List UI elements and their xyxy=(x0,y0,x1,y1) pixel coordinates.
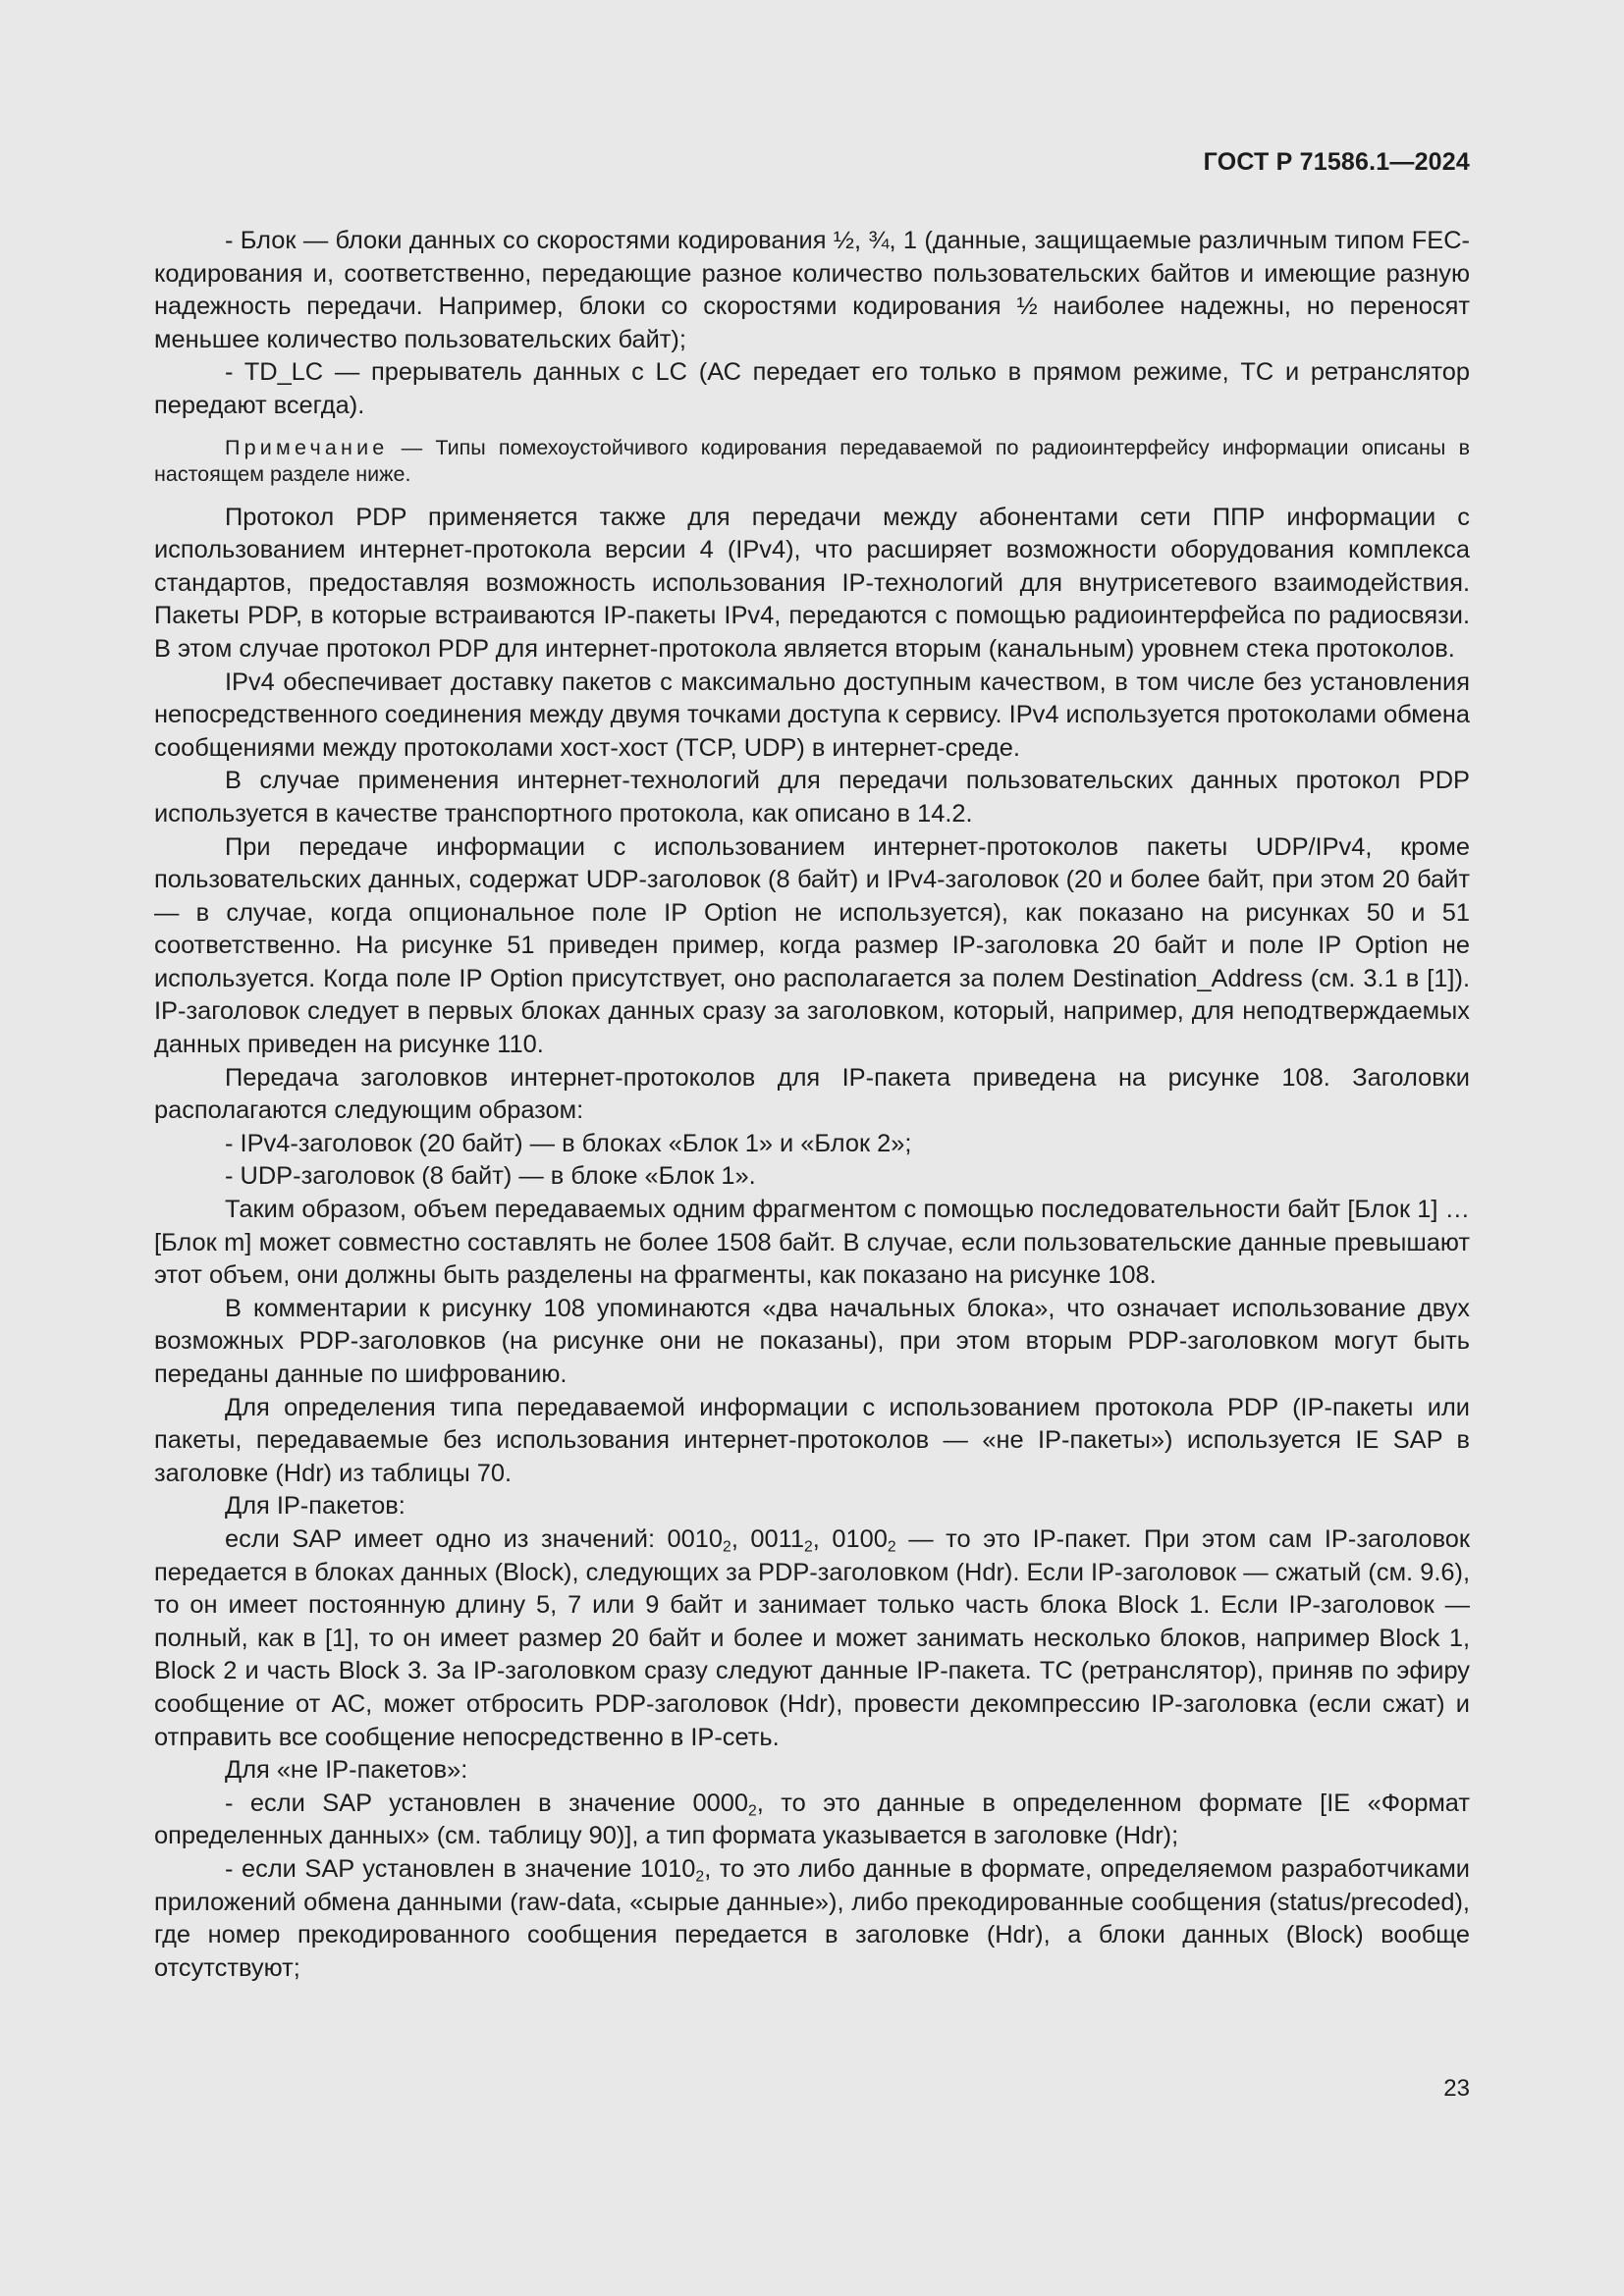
list-item-sap-1010 xyxy=(154,1853,1470,1985)
text-run: , то это данные в определенном формате [IE «Формат определенных данных» (см. таблицу 90)], а тип формата указывается в заголовке (Hdr); xyxy=(154,1789,1470,1850)
text-run: - если SAP установлен в значение 1010 xyxy=(225,1854,696,1883)
paragraph: В случае применения интернет-технологий для передачи пользовательских данных протокол PDP используется в качестве транспортного протокола, как описано в 14.2. xyxy=(154,767,1470,828)
text-run: — то это IP-пакет. При этом сам IP-заголовок передается в блоках данных (Block), следующих за PDP-заголовком (Hdr). Если IP-заголовок — сжатый (см. 9.6), то он имеет постоянную длину 5, 7 или 9 байт и занимает только часть блока Block 1. Если IP-заголовок — полный, как в [1], то он имеет размер 20 байт и более и может занимать несколько блоков, например Block 1, Block 2 и часть Block 3. За IP-заголовком сразу следуют данные IP-пакета. ТС (ретранслятор), приняв по эфиру сообщение от АС, может отбросить PDP-заголовок (Hdr), провести декомпрессию IP-заголовка (если сжат) и отправить все сообщение непосредственно в IP-сеть. xyxy=(154,1524,1470,1751)
note-label: Примечание xyxy=(225,435,389,459)
list-item-sap-0000 xyxy=(154,1788,1470,1853)
text-run: , то это либо данные в формате, определяемом разработчиками приложений обмена данными (raw-data, «сырые данные»), либо прекодированные сообщения (status/precoded), где номер прекодированного сообщения передается в заголовке (Hdr), а блоки данных (Block) вообще отсутствуют; xyxy=(154,1854,1470,1982)
text-run: - если SAP установлен в значение 0000 xyxy=(225,1789,748,1817)
subscript: 2 xyxy=(695,1868,705,1886)
paragraph: Протокол PDP применяется также для передачи между абонентами сети ППР информации с использованием интернет-протокола версии 4 (IPv4), что расширяет возможности оборудования комплекса стандартов, предоставляя возможность использования IP-технологий для внутрисетевого взаимодействия. Пакеты PDP, в которые встраиваются IP-пакеты IPv4, передаются с помощью радиоинтерфейса по радиосвязи. В этом случае протокол PDP для интернет-протокола является вторым (канальным) уровнем стека протоколов. xyxy=(154,503,1470,663)
paragraph: Для IP-пакетов: xyxy=(225,1492,406,1521)
paragraph: IPv4 обеспечивает доставку пакетов с максимально доступным качеством, в том числе без установления непосредственного соединения между двумя точками доступа к сервису. IPv4 используется протоколами обмена сообщениями между протоколами хост-хост (TCP, UDP) в интернет-среде. xyxy=(154,667,1470,762)
subscript: 2 xyxy=(747,1802,757,1820)
paragraph: При передаче информации с использованием интернет-протоколов пакеты UDP/IPv4, кроме пользовательских данных, содержат UDP-заголовок (8 байт) и IPv4-заголовок (20 и более байт, при этом 20 байт — в случае, когда опциональное поле IP Option не используется), как показано на рисунках 50 и 51 соответственно. На рисунке 51 приведен пример, когда размер IP-заголовка 20 байт и поле IP Option не используется. Когда поле IP Option присутствует, оно располагается за полем Destination_Address (см. 3.1 в [1]). IP-заголовок следует в первых блоках данных сразу за заголовком, который, например, для неподтверждаемых данных приведен на рисунке 110. xyxy=(154,832,1470,1059)
paragraph: Таким образом, объем передаваемых одним фрагментом с помощью последовательности байт [Блок 1] … [Блок m] может совместно составлять не более 1508 байт. В случае, если пользовательские данные превышают этот объем, они должны быть разделены на фрагменты, как показано на рисунке 108. xyxy=(154,1196,1470,1290)
paragraph-block-definition: - Блок — блоки данных со скоростями кодирования ½, ¾, 1 (данные, защищаемые различным типом FEC-кодирования и, соответственно, передающие разное количество пользовательских байтов и имеющие разную надежность передачи. Например, блоки со скоростями кодирования ½ наиболее надежны, но переносят меньшее количество пользовательских байт); xyxy=(154,227,1470,353)
subscript: 2 xyxy=(887,1538,896,1556)
paragraph: Для «не IP-пакетов»: xyxy=(225,1756,468,1785)
paragraph-sap-ip-values xyxy=(154,1523,1470,1754)
text-run: , 0011 xyxy=(731,1524,805,1553)
text-run: , 0100 xyxy=(812,1524,888,1553)
note-text: — Типы помехоустойчивого кодирования передаваемой по радиоинтерфейсу информации описаны в настоящем разделе ниже. xyxy=(154,435,1470,486)
standard-header: ГОСТ Р 71586.1—2024 xyxy=(1203,148,1470,176)
body-text xyxy=(154,225,1470,1985)
list-item: - UDP-заголовок (8 байт) — в блоке «Блок 1». xyxy=(225,1162,756,1191)
paragraph-td-lc-definition: - TD_LC — прерыватель данных с LC (АС передает его только в прямом режиме, ТС и ретранслятор передают всегда). xyxy=(154,358,1470,419)
paragraph: В комментарии к рисунку 108 упоминаются «два начальных блока», что означает использование двух возможных PDP-заголовков (на рисунке они не показаны), при этом вторым PDP-заголовком могут быть переданы данные по шифрованию. xyxy=(154,1294,1470,1388)
text-run: если SAP имеет одно из значений: 0010 xyxy=(225,1524,724,1553)
paragraph: Передача заголовков интернет-протоколов для IP-пакета приведена на рисунке 108. Заголовки располагаются следующим образом: xyxy=(154,1063,1470,1125)
subscript: 2 xyxy=(804,1538,813,1556)
note xyxy=(154,435,1470,488)
page-number: 23 xyxy=(1443,2075,1470,2102)
paragraph: Для определения типа передаваемой информации с использованием протокола PDP (IP-пакеты или пакеты, передаваемые без использования интернет-протоколов — «не IP-пакеты») используется IE SAP в заголовке (Hdr) из таблицы 70. xyxy=(154,1393,1470,1487)
subscript: 2 xyxy=(723,1538,731,1556)
list-item: - IPv4-заголовок (20 байт) — в блоках «Блок 1» и «Блок 2»; xyxy=(225,1129,912,1157)
